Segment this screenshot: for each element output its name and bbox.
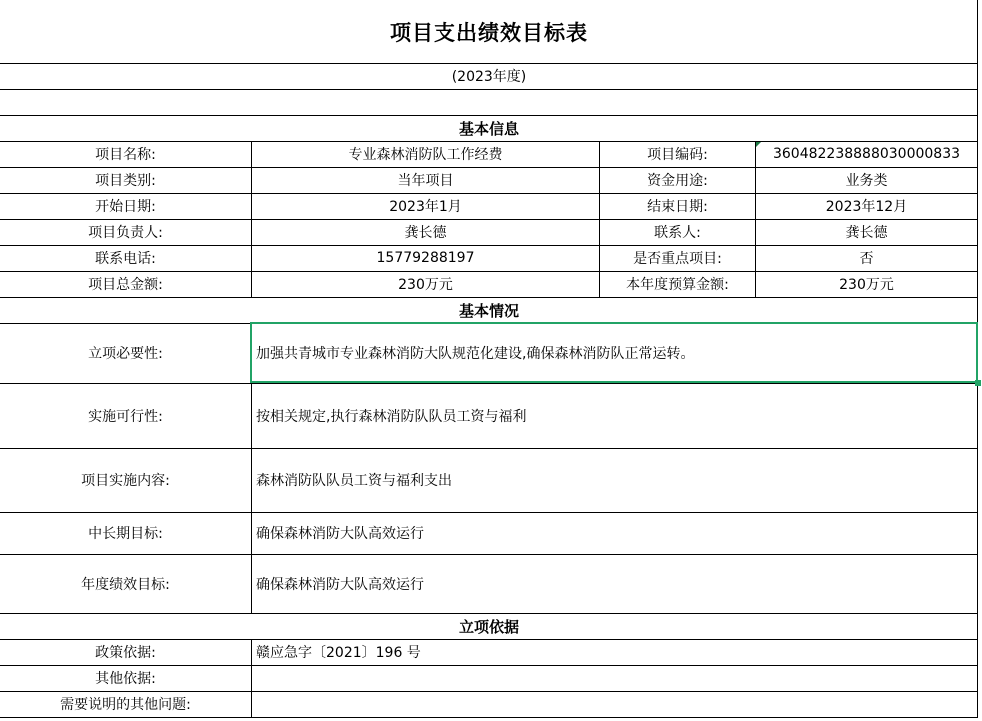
contact-value[interactable]: 龚长德 bbox=[845, 225, 888, 241]
selected-cell-outline bbox=[250, 322, 978, 383]
notes-value[interactable] bbox=[252, 691, 977, 717]
notes-label: 需要说明的其他问题: bbox=[60, 697, 191, 713]
long-term-goal-label: 中长期目标: bbox=[88, 526, 163, 542]
section-basic-info: 基本信息 bbox=[458, 119, 519, 138]
annual-goal-label: 年度绩效目标: bbox=[81, 576, 170, 593]
necessity-value[interactable]: 加强共青城市专业森林消防大队规范化建设,确保森林消防队正常运转。 bbox=[256, 346, 695, 362]
content-value[interactable]: 森林消防队队员工资与福利支出 bbox=[256, 473, 452, 489]
project-name-label: 项目名称: bbox=[95, 147, 156, 163]
long-term-goal-value[interactable]: 确保森林消防大队高效运行 bbox=[256, 526, 424, 542]
key-project-value[interactable]: 否 bbox=[859, 251, 874, 267]
policy-value[interactable]: 赣应急字〔2021〕196 号 bbox=[256, 645, 421, 661]
start-date-label: 开始日期: bbox=[95, 199, 156, 215]
end-date-label: 结束日期: bbox=[647, 199, 708, 215]
project-code-value[interactable]: 360482238888030000833 bbox=[772, 146, 961, 162]
fund-use-label: 资金用途: bbox=[647, 173, 708, 189]
other-basis-label: 其他依据: bbox=[95, 671, 156, 687]
other-basis-value[interactable] bbox=[252, 665, 977, 691]
annual-goal-value[interactable]: 确保森林消防大队高效运行 bbox=[256, 576, 424, 593]
start-date-value[interactable]: 2023年1月 bbox=[389, 199, 462, 215]
leader-label: 项目负责人: bbox=[88, 225, 163, 241]
annual-budget-label: 本年度预算金额: bbox=[626, 277, 729, 293]
project-name-value[interactable]: 专业森林消防队工作经费 bbox=[348, 147, 503, 163]
row-line bbox=[0, 89, 978, 90]
feasibility-label: 实施可行性: bbox=[88, 408, 163, 425]
section-basis: 立项依据 bbox=[458, 617, 519, 636]
project-type-value[interactable]: 当年项目 bbox=[397, 173, 454, 189]
project-type-label: 项目类别: bbox=[95, 173, 156, 189]
total-amount-label: 项目总金额: bbox=[88, 277, 163, 293]
policy-label: 政策依据: bbox=[95, 645, 156, 661]
necessity-label: 立项必要性: bbox=[88, 346, 163, 362]
total-amount-value[interactable]: 230万元 bbox=[398, 277, 453, 293]
section-basic-situation: 基本情况 bbox=[458, 301, 519, 320]
feasibility-value[interactable]: 按相关规定,执行森林消防队队员工资与福利 bbox=[256, 408, 527, 425]
key-project-label: 是否重点项目: bbox=[633, 251, 722, 267]
phone-label: 联系电话: bbox=[95, 251, 156, 267]
year-label: (2023年度) bbox=[451, 69, 527, 85]
content-label: 项目实施内容: bbox=[81, 473, 170, 489]
annual-budget-value[interactable]: 230万元 bbox=[839, 277, 894, 293]
phone-value[interactable]: 15779288197 bbox=[376, 250, 475, 266]
fund-use-value[interactable]: 业务类 bbox=[845, 173, 888, 189]
row-line bbox=[0, 717, 978, 718]
project-code-label: 项目编码: bbox=[647, 147, 708, 163]
end-date-value[interactable]: 2023年12月 bbox=[825, 199, 908, 215]
page-title: 项目支出绩效目标表 bbox=[390, 20, 588, 45]
contact-label: 联系人: bbox=[654, 225, 701, 241]
leader-value[interactable]: 龚长德 bbox=[404, 225, 447, 241]
